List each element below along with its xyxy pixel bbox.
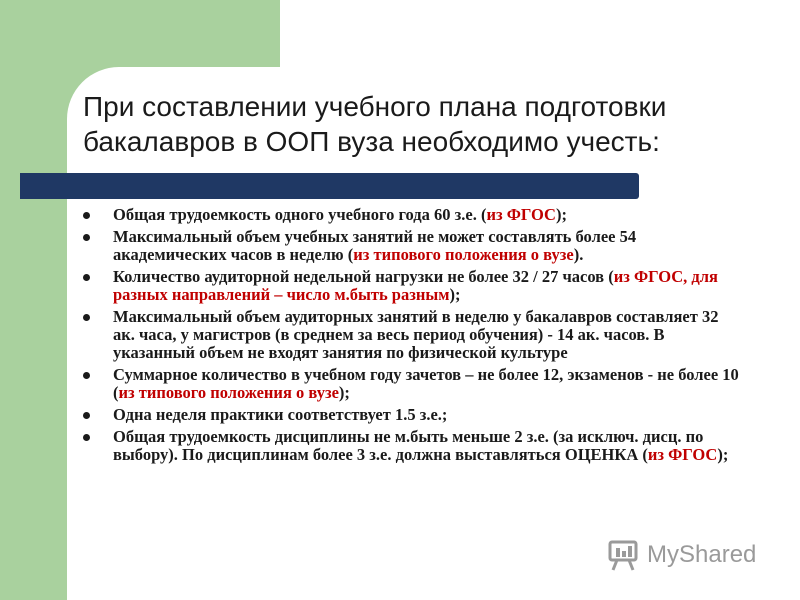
bullet-icon [83, 314, 90, 321]
slide-title: При составлении учебного плана подготовки бакалавров в ООП вуза необходимо учесть: [83, 91, 667, 157]
bullet-text: Максимальный объем учебных занятий не может составлять более 54 академических часов в неделю ( [113, 227, 637, 264]
bullet-icon [83, 212, 90, 219]
bullet-icon [83, 234, 90, 241]
list-item [81, 428, 741, 464]
myshared-logo[interactable] [607, 537, 756, 573]
bullet-icon [83, 434, 90, 441]
bullet-source: из типового положения о вузе [118, 383, 339, 402]
bullet-text: Суммарное количество в учебном году зачетов – не более 12, экзаменов - не более 10 ( [113, 365, 739, 402]
title-divider-bar [20, 173, 639, 199]
bullet-icon [83, 412, 90, 419]
bullet-list [81, 206, 741, 468]
list-item [81, 308, 741, 362]
logo-text: MyShared [647, 541, 757, 568]
bullet-source: из ФГОС [486, 205, 556, 224]
bullet-text-end: ); [717, 445, 729, 464]
bullet-text-end: ). [573, 245, 584, 264]
bullet-text-end: ); [555, 205, 567, 224]
bullet-icon [83, 372, 90, 379]
list-item [81, 366, 741, 402]
bullet-source: из типового положения о вузе [353, 245, 574, 264]
list-item [81, 406, 741, 424]
bullet-text: Максимальный объем аудиторных занятий в неделю у бакалавров составляет 32 ак. часа, у магистров (в среднем за весь период обучения) - 14 ак. часов. В указанный объем не входят занятия по физической культуре [113, 307, 719, 362]
list-item [81, 268, 741, 304]
bullet-text: Одна неделя практики соответствует 1.5 з.е.; [113, 405, 448, 424]
bullet-source: из ФГОС [647, 445, 718, 464]
list-item [81, 228, 741, 264]
bullet-icon [83, 274, 90, 281]
bullet-source: из ФГОС, для разных направлений – число м.быть разным [113, 267, 718, 304]
bullet-text: Общая трудоемкость дисциплины не м.быть меньше 2 з.е. (за исключ. дисц. по выбору). По дисциплинам более 3 з.е. должна выставляться ОЦЕНКА ( [113, 427, 704, 464]
presentation-board-icon [607, 538, 641, 572]
bullet-text: Количество аудиторной недельной нагрузки не более 32 / 27 часов ( [113, 267, 614, 286]
bullet-text-end: ); [449, 285, 461, 304]
bullet-text: Общая трудоемкость одного учебного года 60 з.е. ( [113, 205, 487, 224]
bullet-text-end: ); [338, 383, 350, 402]
list-item [81, 206, 741, 224]
